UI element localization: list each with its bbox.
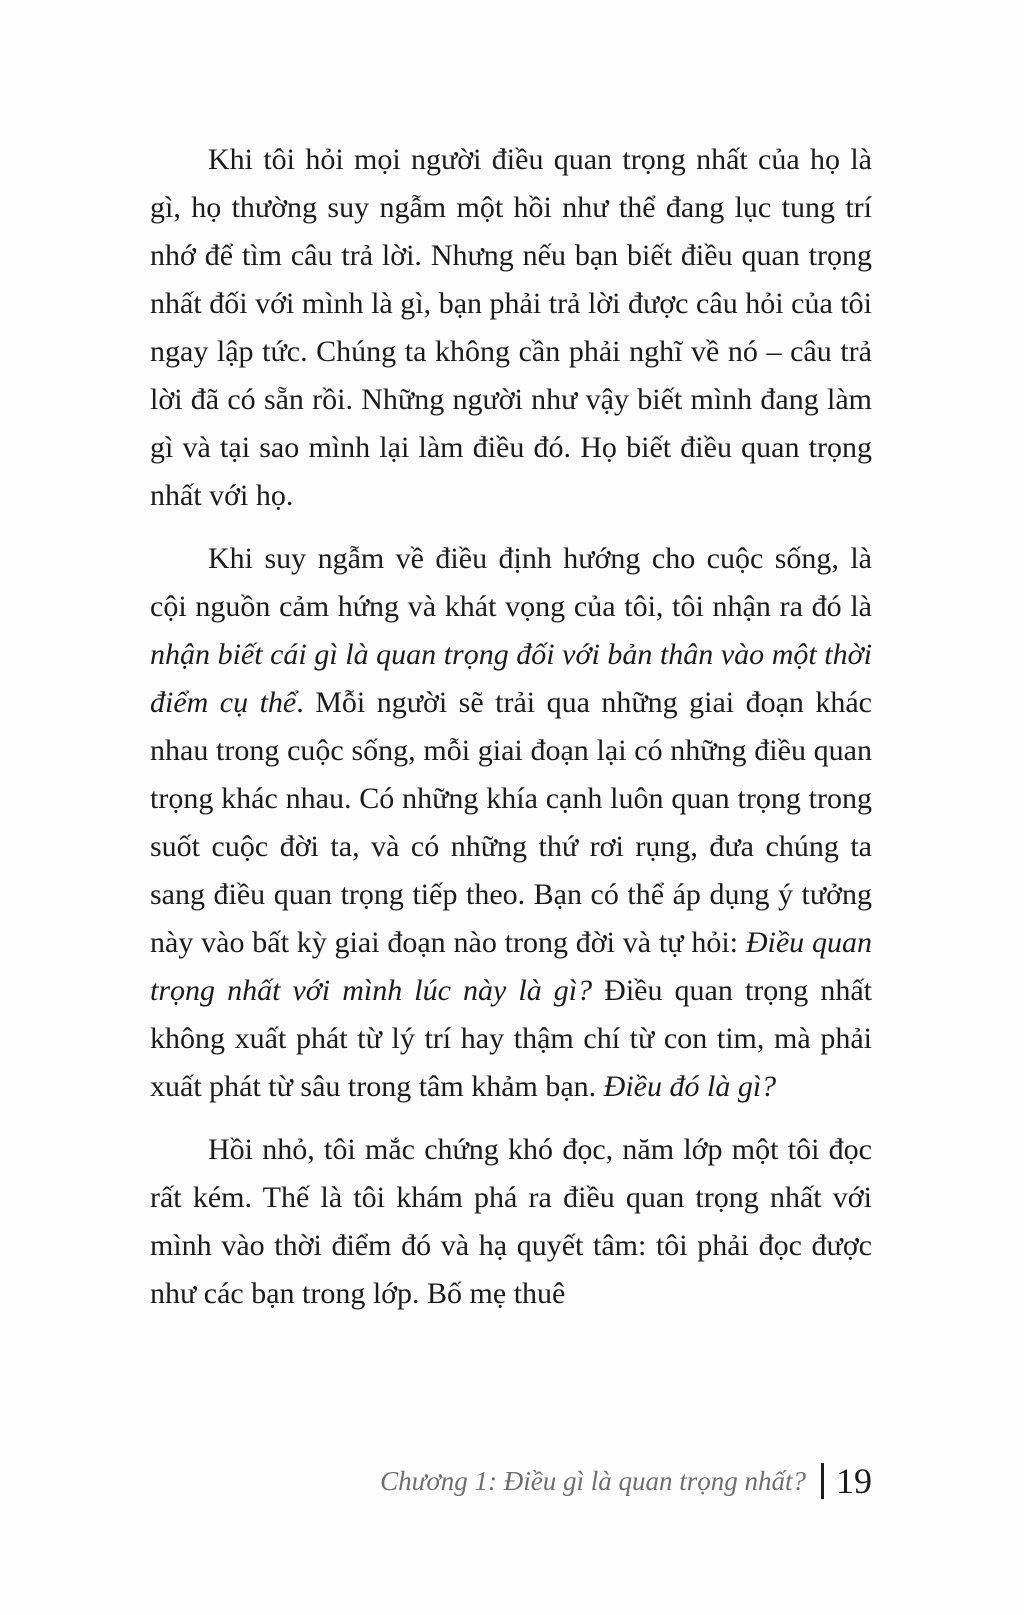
footer-divider-bar <box>821 1463 824 1499</box>
text-run: . Mỗi người sẽ trải qua những giai đoạn khác nhau trong cuộc sống, mỗi giai đoạn lại có những điều quan trọng khác nhau. Có những khía cạnh luôn quan trọng trong suốt cuộc đời ta, và có những thứ rơi rụng, đưa chúng ta sang điều quan trọng tiếp theo. Bạn có thể áp dụng ý tưởng này vào bất kỳ giai đoạn nào trong đời và tự hỏi: <box>150 686 872 959</box>
footer-page-number: 19 <box>836 1461 872 1501</box>
page-text-block <box>150 136 872 1333</box>
paragraph-1 <box>150 136 872 520</box>
text-run: Điều quan trọng nhất không xuất phát từ lý trí hay thậm chí từ con tim, mà phải xuất phát từ sâu trong tâm khảm bạn. <box>150 974 872 1103</box>
footer-chapter-title: Chương 1: Điều gì là quan trọng nhất? <box>380 1465 806 1496</box>
paragraph-2 <box>150 535 872 1111</box>
text-run-italic: Điều đó là gì? <box>603 1070 777 1103</box>
text-run-italic: nhận biết cái gì là quan trọng đối với bản thân vào một thời điểm cụ thể <box>150 638 872 719</box>
text-run: Khi suy ngẫm về điều định hướng cho cuộc sống, là cội nguồn cảm hứng và khát vọng của tôi, tôi nhận ra đó là <box>150 542 872 623</box>
page-footer <box>150 1458 872 1504</box>
text-run: Hồi nhỏ, tôi mắc chứng khó đọc, năm lớp một tôi đọc rất kém. Thế là tôi khám phá ra điều quan trọng nhất với mình vào thời điểm đó và hạ quyết tâm: tôi phải đọc được như các bạn trong lớp. Bố mẹ thuê <box>150 1133 872 1310</box>
paragraph-3 <box>150 1126 872 1318</box>
text-run-italic: Điều quan trọng nhất với mình lúc này là gì? <box>150 926 872 1007</box>
text-run: Khi tôi hỏi mọi người điều quan trọng nhất của họ là gì, họ thường suy ngẫm một hồi như thể đang lục tung trí nhớ để tìm câu trả lời. Nhưng nếu bạn biết điều quan trọng nhất đối với mình là gì, bạn phải trả lời được câu hỏi của tôi ngay lập tức. Chúng ta không cần phải nghĩ về nó – câu trả lời đã có sẵn rồi. Những người như vậy biết mình đang làm gì và tại sao mình lại làm điều đó. Họ biết điều quan trọng nhất với họ. <box>150 143 872 512</box>
